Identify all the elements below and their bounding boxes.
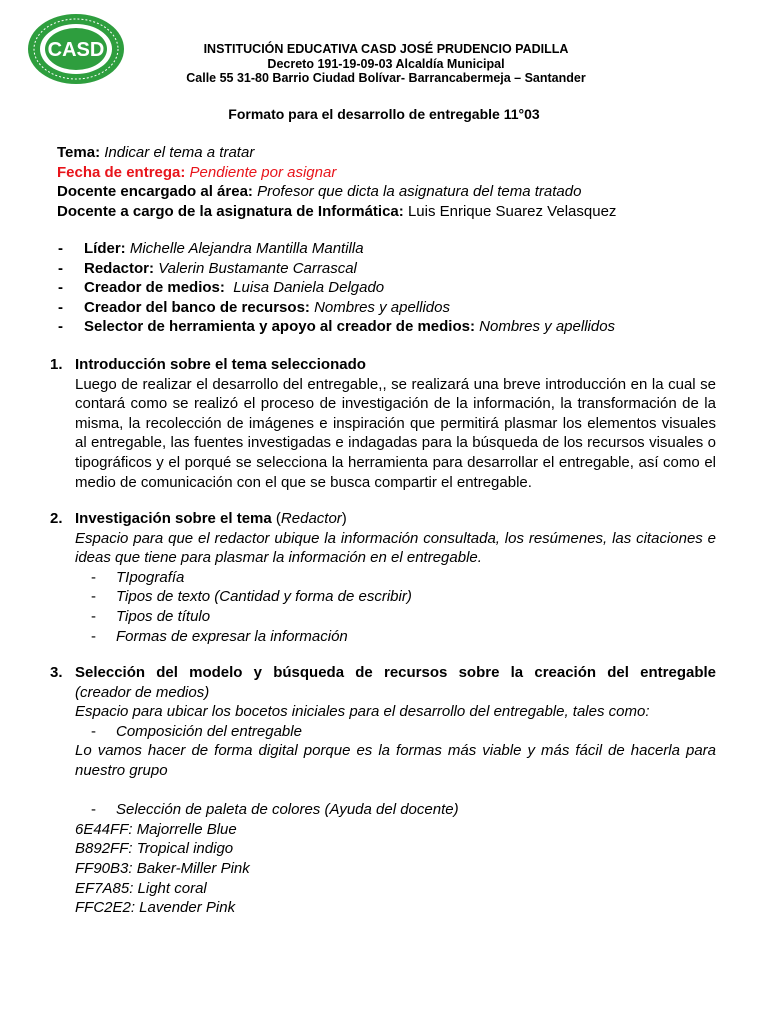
header-line-1: INSTITUCIÓN EDUCATIVA CASD JOSÉ PRUDENCIO PADILLA <box>203 42 569 56</box>
logo-text: CASD <box>47 39 105 61</box>
palette-color: 6E44FF: Majorrelle Blue <box>75 820 237 838</box>
palette-color: EF7A85: Light coral <box>75 879 207 897</box>
section-heading: 1. Introducción sobre el tema seleccionado <box>50 356 366 373</box>
list-item: - Tipos de texto (Cantidad y forma de escribir) <box>91 588 412 606</box>
meta-tema: Tema: Indicar el tema a tratar <box>57 144 255 161</box>
section-investigacion <box>50 509 716 646</box>
school-logo <box>26 12 126 86</box>
list-item: - TIpografía <box>91 568 185 586</box>
palette-color: FFC2E2: Lavender Pink <box>75 899 236 917</box>
list-item: - Formas de expresar la información <box>91 627 348 645</box>
section-note: Lo vamos hacer de forma digital porque es la formas más viable y más fácil de hacerla para nuestro grupo <box>75 742 716 779</box>
section-heading: 2. Investigación sobre el tema (Redactor) <box>50 510 347 527</box>
section-text: Espacio para que el redactor ubique la información consultada, los resúmenes, las citaciones e ideas que tiene para plasmar la información en el entregable. <box>75 529 716 567</box>
section-text: Luego de realizar el desarrollo del entregable,, se realizará una breve introducción en la cual se contará como se realizó el proceso de investigación de la información, la transformación de la misma, la recolección de imágenes e inspiración que permitirá plasmar los elementos visuales al entregable, las fuentes investigadas e indagadas para la búsqueda de los recursos visuales o tipográficos y el porqué se selecciona la herramienta para desarrollar el entregable, así como el medio de comunicación con el que se busca compartir el entregable. <box>75 375 716 491</box>
header-line-3: Calle 55 31-80 Barrio Ciudad Bolívar- Barrancabermeja – Santander <box>186 71 586 85</box>
document-title: Formato para el desarrollo de entregable 11°03 <box>228 106 540 122</box>
section-heading: 3. Selección del modelo y búsqueda de recursos sobre la creación del entregable <box>50 664 716 681</box>
section-text: Espacio para ubicar los bocetos iniciales para el desarrollo del entregable, tales como: <box>75 703 650 721</box>
header-line-2: Decreto 191-19-09-03 Alcaldía Municipal <box>267 56 505 71</box>
meta-docente-area: Docente encargado al área: Profesor que dicta la asignatura del tema tratado <box>57 183 582 200</box>
roles-list <box>58 239 738 337</box>
palette-color: FF90B3: Baker-Miller Pink <box>75 859 250 877</box>
role-item: - Redactor: Valerin Bustamante Carrascal <box>58 259 357 277</box>
role-item: - Creador del banco de recursos: Nombres y apellidos <box>58 298 450 316</box>
role-item: - Creador de medios: Luisa Daniela Delgado <box>58 279 385 296</box>
list-item: - Selección de paleta de colores (Ayuda del docente) <box>91 801 459 819</box>
section-introduccion <box>50 355 716 492</box>
section-seleccion-modelo <box>50 663 716 918</box>
role-item: - Líder: Michelle Alejandra Mantilla Mantilla <box>58 240 364 257</box>
palette-color: B892FF: Tropical indigo <box>75 840 234 858</box>
list-item: - Tipos de título <box>91 607 211 625</box>
meta-block <box>57 143 747 221</box>
list-item: - Composición del entregable <box>91 722 302 740</box>
role-item: - Selector de herramienta y apoyo al creador de medios: Nombres y apellidos <box>58 318 616 335</box>
meta-docente-informatica: Docente a cargo de la asignatura de Informática: Luis Enrique Suarez Velasquez <box>57 202 617 220</box>
meta-fecha: Fecha de entrega: Pendiente por asignar <box>57 163 337 181</box>
section-role: (creador de medios) <box>75 683 210 701</box>
institution-header <box>140 42 632 86</box>
